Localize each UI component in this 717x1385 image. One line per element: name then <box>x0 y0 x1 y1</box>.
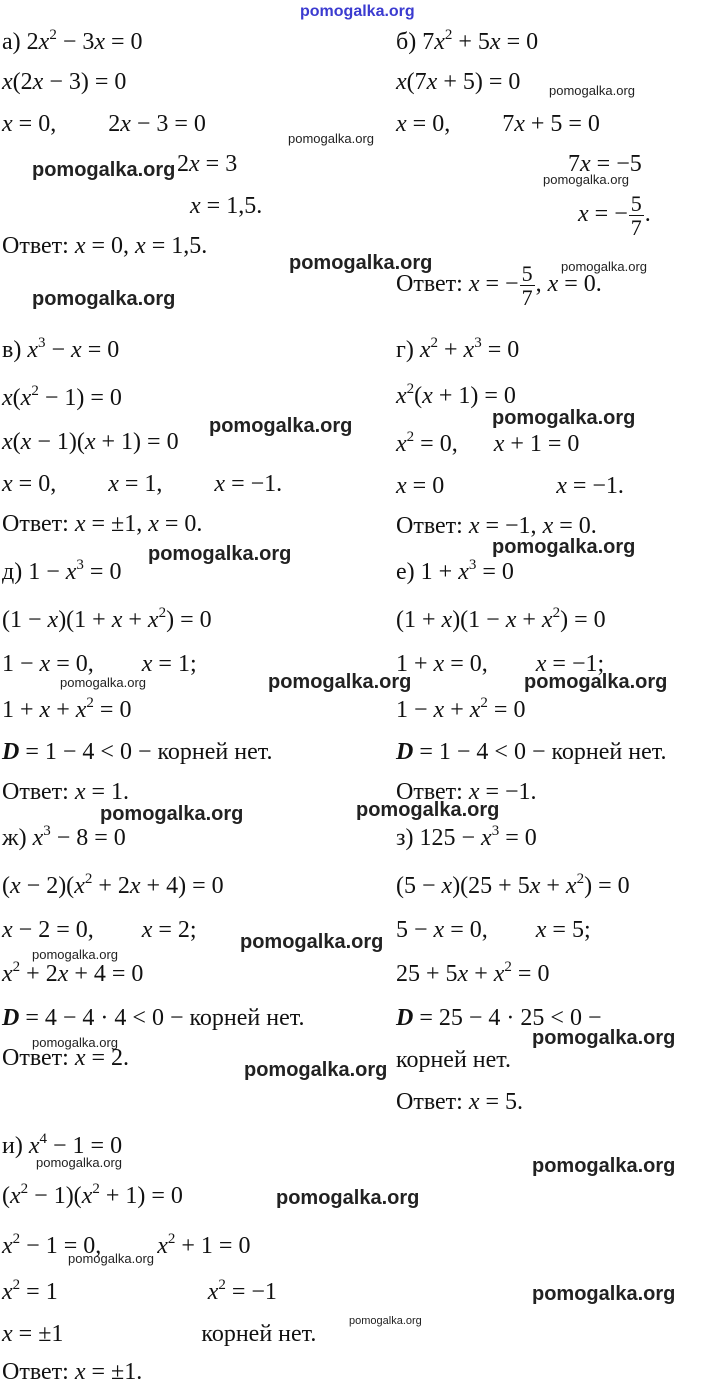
problem-v-answer: Ответ: x = ±1, x = 0. <box>2 511 203 537</box>
problem-v-line-3: x(x − 1)(x + 1) = 0 <box>2 429 179 455</box>
problem-b-line-2: x(7x + 5) = 0 <box>396 69 521 95</box>
problem-a-line-3: x = 0, 2x − 3 = 0 <box>2 111 206 137</box>
problem-v-line-1: в) $x^3 - x = 0$ <box>2 335 120 363</box>
problem-d-line-4: $1 + x + x^2 = 0$ <box>2 695 132 723</box>
problem-z-label: з) <box>396 825 414 851</box>
problem-i-line-5: x = ±1 корней нет. <box>2 1321 317 1347</box>
problem-zh-answer: Ответ: x = 2. <box>2 1045 130 1071</box>
problem-e-line-1: е) $1 + x^3 = 0$ <box>396 557 514 585</box>
problem-b-line-1: б) $7x^2 + 5x = 0$ <box>396 27 539 55</box>
watermark: pomogalka.org <box>32 947 118 962</box>
problem-g-line-2: $x^2(x + 1) = 0$ <box>396 381 516 409</box>
problem-a-label: а) <box>2 29 21 55</box>
watermark: pomogalka.org <box>561 259 647 274</box>
problem-d-line-2: $(1 - x)(1 + x + x^2) = 0$ <box>2 605 212 633</box>
watermark: pomogalka.org <box>68 1251 154 1266</box>
problem-v-line-2: $x(x^2 - 1) = 0$ <box>2 383 122 411</box>
problem-e-answer: Ответ: x = −1. <box>396 779 537 805</box>
watermark: pomogalka.org <box>289 252 433 274</box>
watermark: pomogalka.org <box>32 288 176 310</box>
problem-zh-line-2: $(x - 2)(x^2 + 2x + 4) = 0$ <box>2 871 224 899</box>
watermark: pomogalka.org <box>276 1187 420 1209</box>
problem-e-line-2: $(1 + x)(1 - x + x^2) = 0$ <box>396 605 606 633</box>
watermark: pomogalka.org <box>349 1315 422 1327</box>
problem-z-answer: Ответ: x = 5. <box>396 1089 524 1115</box>
problem-d-line-5: D = 1 − 4 < 0 − корней нет. <box>2 739 273 765</box>
problem-zh-line-4: $x^2 + 2x + 4 = 0$ <box>2 959 144 987</box>
problem-z-line-1: з) $125 - x^3 = 0$ <box>396 823 537 851</box>
problem-d-line-1: д) $1 - x^3 = 0$ <box>2 557 122 585</box>
problem-b-answer: Ответ: x = − $\frac{5}{7}$ , x = 0. <box>396 261 602 311</box>
watermark-top: pomogalka.org <box>300 3 415 20</box>
problem-e-line-5: D = 1 − 4 < 0 − корней нет. <box>396 739 667 765</box>
problem-g-answer: Ответ: x = −1, x = 0. <box>396 513 597 539</box>
problem-e-line-4: $1 - x + x^2 = 0$ <box>396 695 526 723</box>
problem-i-line-3: $x^2 - 1 = 0$, $x^2 + 1 = 0$ <box>2 1231 251 1259</box>
problem-v-label: в) <box>2 337 22 363</box>
problem-a-line-1: а) $2x^2 - 3x = 0$ <box>2 27 143 55</box>
watermark: pomogalka.org <box>543 172 629 187</box>
problem-b-label: б) <box>396 29 417 55</box>
problem-z-line-2: $(5 - x)(25 + 5x + x^2) = 0$ <box>396 871 630 899</box>
watermark: pomogalka.org <box>532 1155 676 1177</box>
watermark: pomogalka.org <box>32 1035 118 1050</box>
problem-g-line-1: г) $x^2 + x^3 = 0$ <box>396 335 520 363</box>
watermark: pomogalka.org <box>288 131 374 146</box>
problem-i-line-2: $(x^2 - 1)(x^2 + 1) = 0$ <box>2 1181 183 1209</box>
watermark: pomogalka.org <box>209 415 353 437</box>
watermark: pomogalka.org <box>532 1027 676 1049</box>
watermark: pomogalka.org <box>532 1283 676 1305</box>
problem-e-line-3: 1 + x = 0, x = −1; <box>396 651 605 677</box>
watermark: pomogalka.org <box>268 671 412 693</box>
problem-b-line-4: 7x = −5 <box>568 151 642 177</box>
problem-g-line-3: $x^2 = 0$, x + 1 = 0 <box>396 429 580 457</box>
problem-b-line-5: x = − $\frac{5}{7}$ . <box>578 191 651 241</box>
watermark: pomogalka.org <box>244 1059 388 1081</box>
problem-v-line-4: x = 0, x = 1, x = −1. <box>2 471 283 497</box>
problem-i-answer: Ответ: x = ±1. <box>2 1359 143 1385</box>
problem-d-answer: Ответ: x = 1. <box>2 779 130 805</box>
watermark: pomogalka.org <box>492 407 636 429</box>
watermark: pomogalka.org <box>524 671 668 693</box>
watermark: pomogalka.org <box>356 799 500 821</box>
problem-z-line-6: корней нет. <box>396 1047 511 1073</box>
problem-zh-line-1: ж) $x^3 - 8 = 0$ <box>2 823 126 851</box>
watermark: pomogalka.org <box>100 803 244 825</box>
problem-d-label: д) <box>2 559 23 585</box>
problem-d-line-3: 1 − x = 0, x = 1; <box>2 651 197 677</box>
watermark: pomogalka.org <box>36 1155 122 1170</box>
problem-i-line-1: и) $x^4 - 1 = 0$ <box>2 1131 123 1159</box>
problem-zh-line-3: x − 2 = 0, x = 2; <box>2 917 197 943</box>
problem-z-line-3: 5 − x = 0, x = 5; <box>396 917 591 943</box>
problem-g-label: г) <box>396 337 414 363</box>
problem-e-label: е) <box>396 559 415 585</box>
watermark: pomogalka.org <box>60 675 146 690</box>
problem-a-answer: Ответ: x = 0, x = 1,5. <box>2 233 208 259</box>
problem-i-label: и) <box>2 1133 23 1159</box>
watermark: pomogalka.org <box>32 159 176 181</box>
problem-a-line-4: 2x = 3 <box>177 151 238 177</box>
problem-a-line-2: x(2x − 3) = 0 <box>2 69 127 95</box>
problem-a-line-5: x = 1,5. <box>190 193 263 219</box>
problem-z-line-5: D = 25 − 4 · 25 < 0 − <box>396 1005 602 1031</box>
problem-z-line-4: $25 + 5x + x^2 = 0$ <box>396 959 550 987</box>
watermark: pomogalka.org <box>240 931 384 953</box>
problem-zh-line-5: D = 4 − 4 · 4 < 0 − корней нет. <box>2 1005 305 1031</box>
watermark: pomogalka.org <box>549 83 635 98</box>
problem-b-line-3: x = 0, 7x + 5 = 0 <box>396 111 600 137</box>
problem-i-line-4: $x^2 = 1$ $x^2 = -1$ <box>2 1277 277 1305</box>
problem-g-line-4: x = 0 x = −1. <box>396 473 624 499</box>
problem-zh-label: ж) <box>2 825 27 851</box>
watermark: pomogalka.org <box>492 536 636 558</box>
watermark: pomogalka.org <box>148 543 292 565</box>
